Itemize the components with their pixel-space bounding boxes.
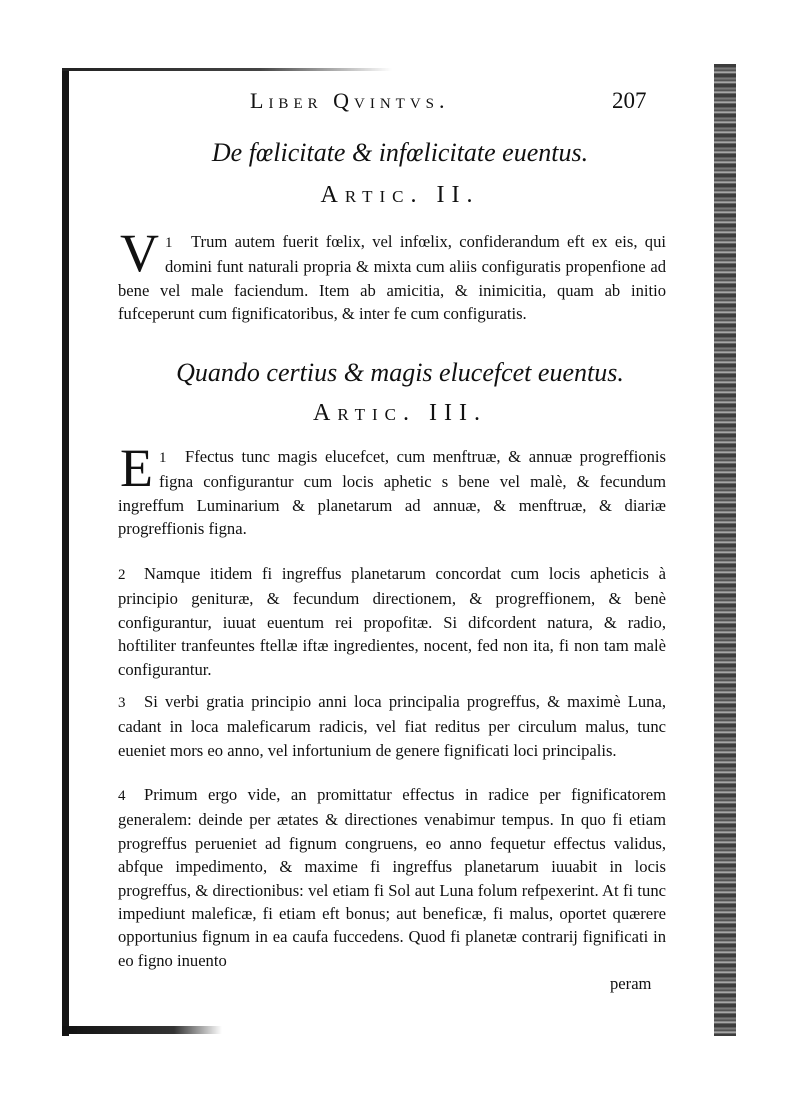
catchword: peram: [610, 974, 652, 993]
page-edge-shadow: [714, 64, 736, 1036]
paragraph-3-1: [118, 438, 666, 541]
paragraph-text: Namque itidem fi ingreffus planetarum concordat cum locis apheticis à principio genituræ, & fecundum directionem, & progreffionem, & benè configurantur, iuuat euentum rei propofitæ. Si difcordent natura, & radio, hoftiliter tranfeuntes ftellæ iftæ ingredientes, nocent, fed non ita, fi non tam malè configurantur.: [118, 564, 666, 679]
page-header: [250, 88, 670, 118]
running-head: Liber Qvintvs.: [250, 88, 450, 113]
paragraph-number: 4: [118, 788, 126, 804]
artic-heading-3: Artic. III.: [312, 400, 487, 426]
artic-heading-2: Artic. II.: [320, 182, 480, 208]
paragraph-number: 3: [118, 695, 126, 711]
paragraph-3-2: [118, 562, 666, 681]
page-number: 207: [612, 88, 647, 113]
section-title-1: De fœlicitate & infœlicitate euentus.: [211, 138, 589, 167]
paragraph-2-1: [118, 223, 666, 326]
paragraph-3-4: [118, 783, 666, 972]
section-title-2: Quando certius & magis elucefcet euentus.: [176, 358, 624, 387]
drop-cap: E: [120, 438, 153, 498]
paragraph-number: 2: [118, 567, 126, 583]
paragraph-text: Si verbi gratia principio anni loca principalia progreffus, & maximè Luna, cadant in loca maleficarum radicis, vel fiat reditus per circulum malus, tunc eueniet mors eo anno, vel infortunium de genere fignificati loci principalis.: [118, 692, 666, 760]
paragraph-number: 1: [159, 450, 167, 466]
paragraph-3-3: [118, 690, 666, 762]
paragraph-text: Primum ergo vide, an promittatur effectus in radice per fignificatorem generalem: deinde per ætates & directiones venabimur tempus. In quo fi etiam progreffus perueniet ad fignum congruens, eo anno fequetur effectus validus, abfque impedimento, & maxime fi ingreffus planetarum iuuabit in locis progreffus, & directionibus: vel etiam fi Sol aut Luna folum refpexerint. At fi tunc impediunt maleficæ, fi etiam eft bonus; aut beneficæ, fi malus, oportet quærere opportunius fignum in ea caufa fuccedens. Quod fi planetæ contrarij fignificati in eo figno inuento: [118, 785, 666, 970]
top-rule: [62, 68, 392, 71]
bottom-rule: [62, 1026, 222, 1034]
paragraph-number: 1: [165, 235, 173, 251]
drop-cap: V: [120, 223, 159, 283]
paragraph-text: Ffectus tunc magis elucefcet, cum menftruæ, & annuæ progreffionis figna configurantur cum locis aphetic s bene vel malè, & fecundum ingreffum Luminarium & planetarum ad annuæ, & menftruæ, & diariæ progreffionis figna.: [118, 447, 666, 539]
paragraph-text: Trum autem fuerit fœlix, vel infœlix, confiderandum eft ex eis, qui domini funt naturali propria & mixta cum aliis configuratis propenfione ad bene vel male faciendum. Item ab amicitia, & inimicitia, quam ab initio fufceperunt cum fignificatoribus, & inter fe cum configuratis.: [118, 232, 666, 324]
